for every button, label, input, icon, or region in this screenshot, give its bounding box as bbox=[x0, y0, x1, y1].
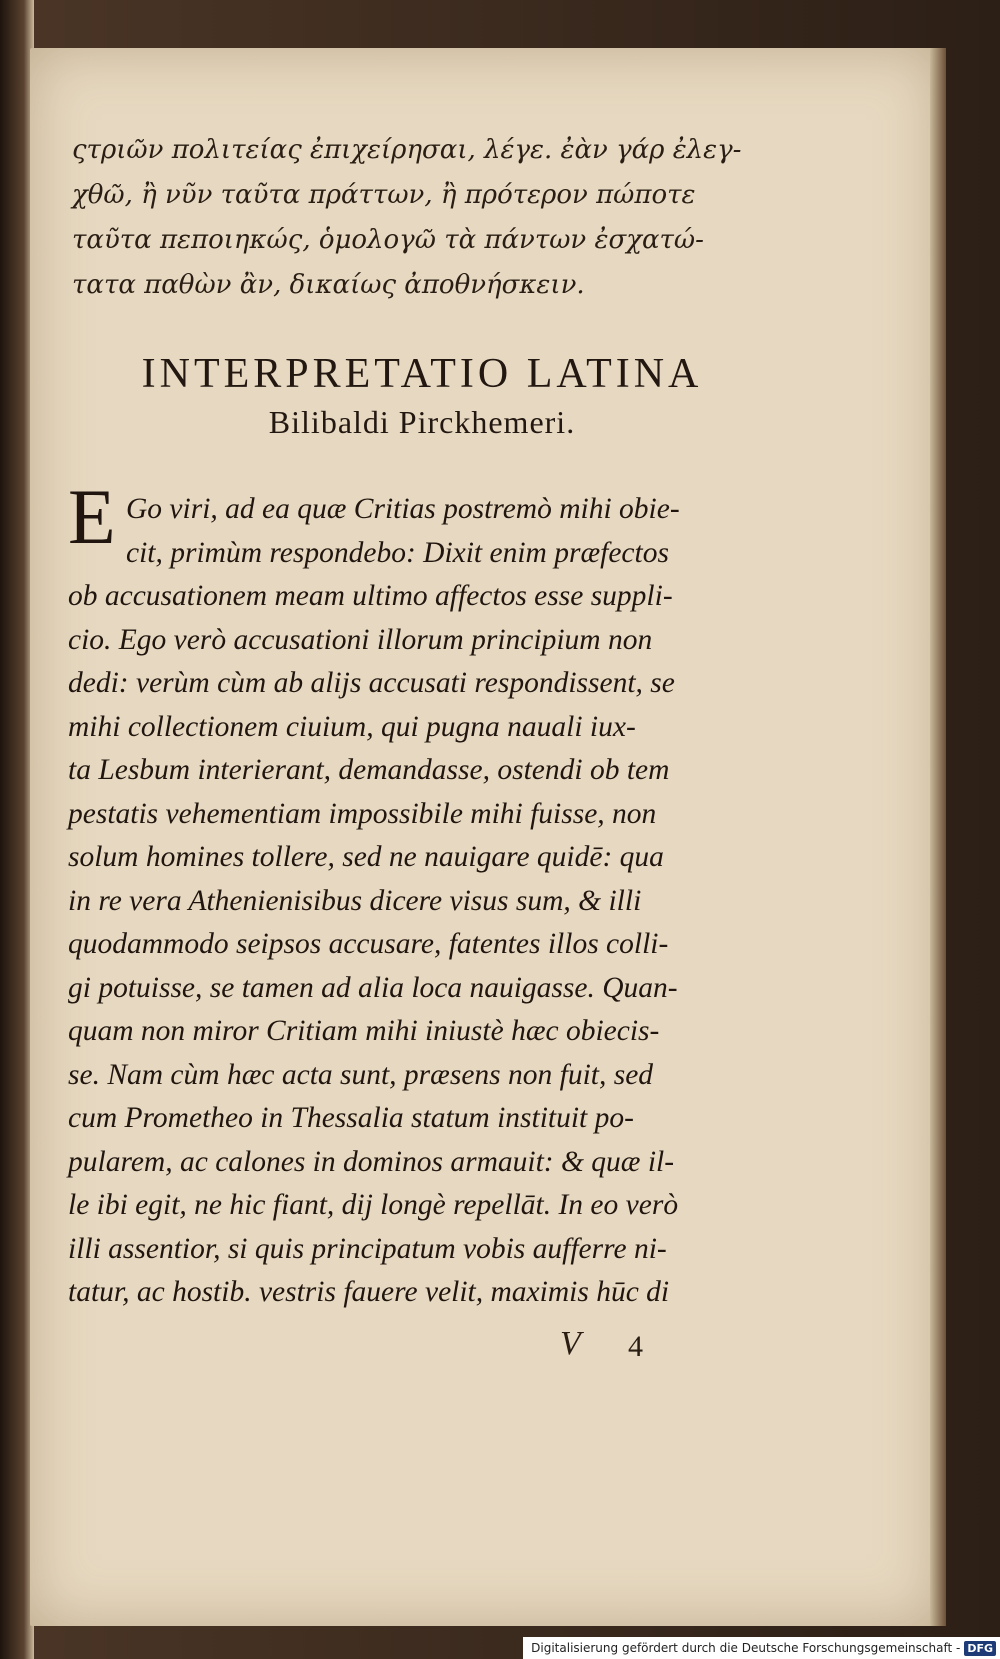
text-line: quodammodo seipsos accusare, fatentes illos colli- bbox=[68, 928, 669, 960]
dfg-logo-icon: DFG bbox=[964, 1641, 996, 1656]
text-line: solum homines tollere, sed ne nauigare quidē: qua bbox=[68, 841, 664, 873]
text-line: le ibi egit, ne hic fiant, dij longè repellāt. In eo verò bbox=[68, 1189, 679, 1221]
greek-line: χθῶ, ἢ νῦν ταῦτα πράττων, ἢ πρότερον πώποτε bbox=[72, 180, 696, 210]
heading-author: Bilibaldi Pirckhemeri. bbox=[268, 404, 576, 440]
text-line: se. Nam cùm hæc acta sunt, præsens non fuit, sed bbox=[68, 1058, 654, 1091]
greek-line: ςτριῶν πολιτείας ἐπιχείρησαι, λέγε. ἐὰν γάρ ἐλεγ- bbox=[72, 135, 742, 165]
page-fore-edge bbox=[930, 48, 946, 1626]
text-line: mihi collectionem ciuium, qui pugna nauali iux- bbox=[68, 710, 636, 743]
text-line: cit, primùm respondebo: Dixit enim præfectos bbox=[126, 536, 669, 569]
signature-mark: V bbox=[560, 1325, 581, 1362]
text-line: pestatis vehementiam impossibile mihi fuisse, non bbox=[68, 797, 657, 830]
text-line: ob accusationem meam ultimo affectos esse suppli- bbox=[68, 580, 673, 612]
footer-text: Digitalisierung gefördert durch die Deutsche Forschungsgemeinschaft - bbox=[531, 1641, 961, 1655]
text-line: ta Lesbum interierant, demandasse, ostendi ob tem bbox=[68, 754, 670, 786]
greek-text-block bbox=[72, 128, 772, 308]
drop-cap: E bbox=[68, 473, 116, 560]
text-line: tatur, ac hostib. vestris fauere velit, maximis hūc di bbox=[68, 1276, 670, 1308]
text-line: quam non miror Critiam mihi iniustè hæc obiecis- bbox=[68, 1015, 660, 1047]
binding-edge bbox=[0, 0, 34, 1659]
text-line: dedi: verùm cùm ab alijs accusati respondissent, se bbox=[68, 667, 675, 699]
folio-number: 4 bbox=[628, 1330, 643, 1363]
heading-title: INTERPRETATIO LATINA bbox=[141, 351, 703, 397]
text-line: Go viri, ad ea quæ Critias postremò mihi obie- bbox=[126, 493, 680, 525]
latin-text-block bbox=[68, 488, 768, 1315]
digitization-footer bbox=[523, 1637, 1000, 1659]
greek-line: ταῦτα πεποιηκώς, ὁμολογῶ τὰ πάντων ἐσχατώ- bbox=[72, 225, 704, 255]
greek-line: τατα παθὼν ἂν, δικαίως ἀποθνήσκειν. bbox=[72, 270, 585, 300]
text-line: gi potuisse, se tamen ad alia loca nauigasse. Quan- bbox=[68, 971, 678, 1004]
text-line: cio. Ego verò accusationi illorum principium non bbox=[68, 623, 653, 656]
text-line: pularem, ac calones in dominos armauit: & quæ il- bbox=[68, 1145, 675, 1178]
text-line: cum Prometheo in Thessalia statum instituit po- bbox=[68, 1102, 634, 1134]
section-heading bbox=[72, 348, 772, 444]
text-line: in re vera Athenienisibus dicere visus sum, & illi bbox=[68, 884, 642, 917]
text-line: illi assentior, si quis principatum vobis aufferre ni- bbox=[68, 1232, 667, 1265]
